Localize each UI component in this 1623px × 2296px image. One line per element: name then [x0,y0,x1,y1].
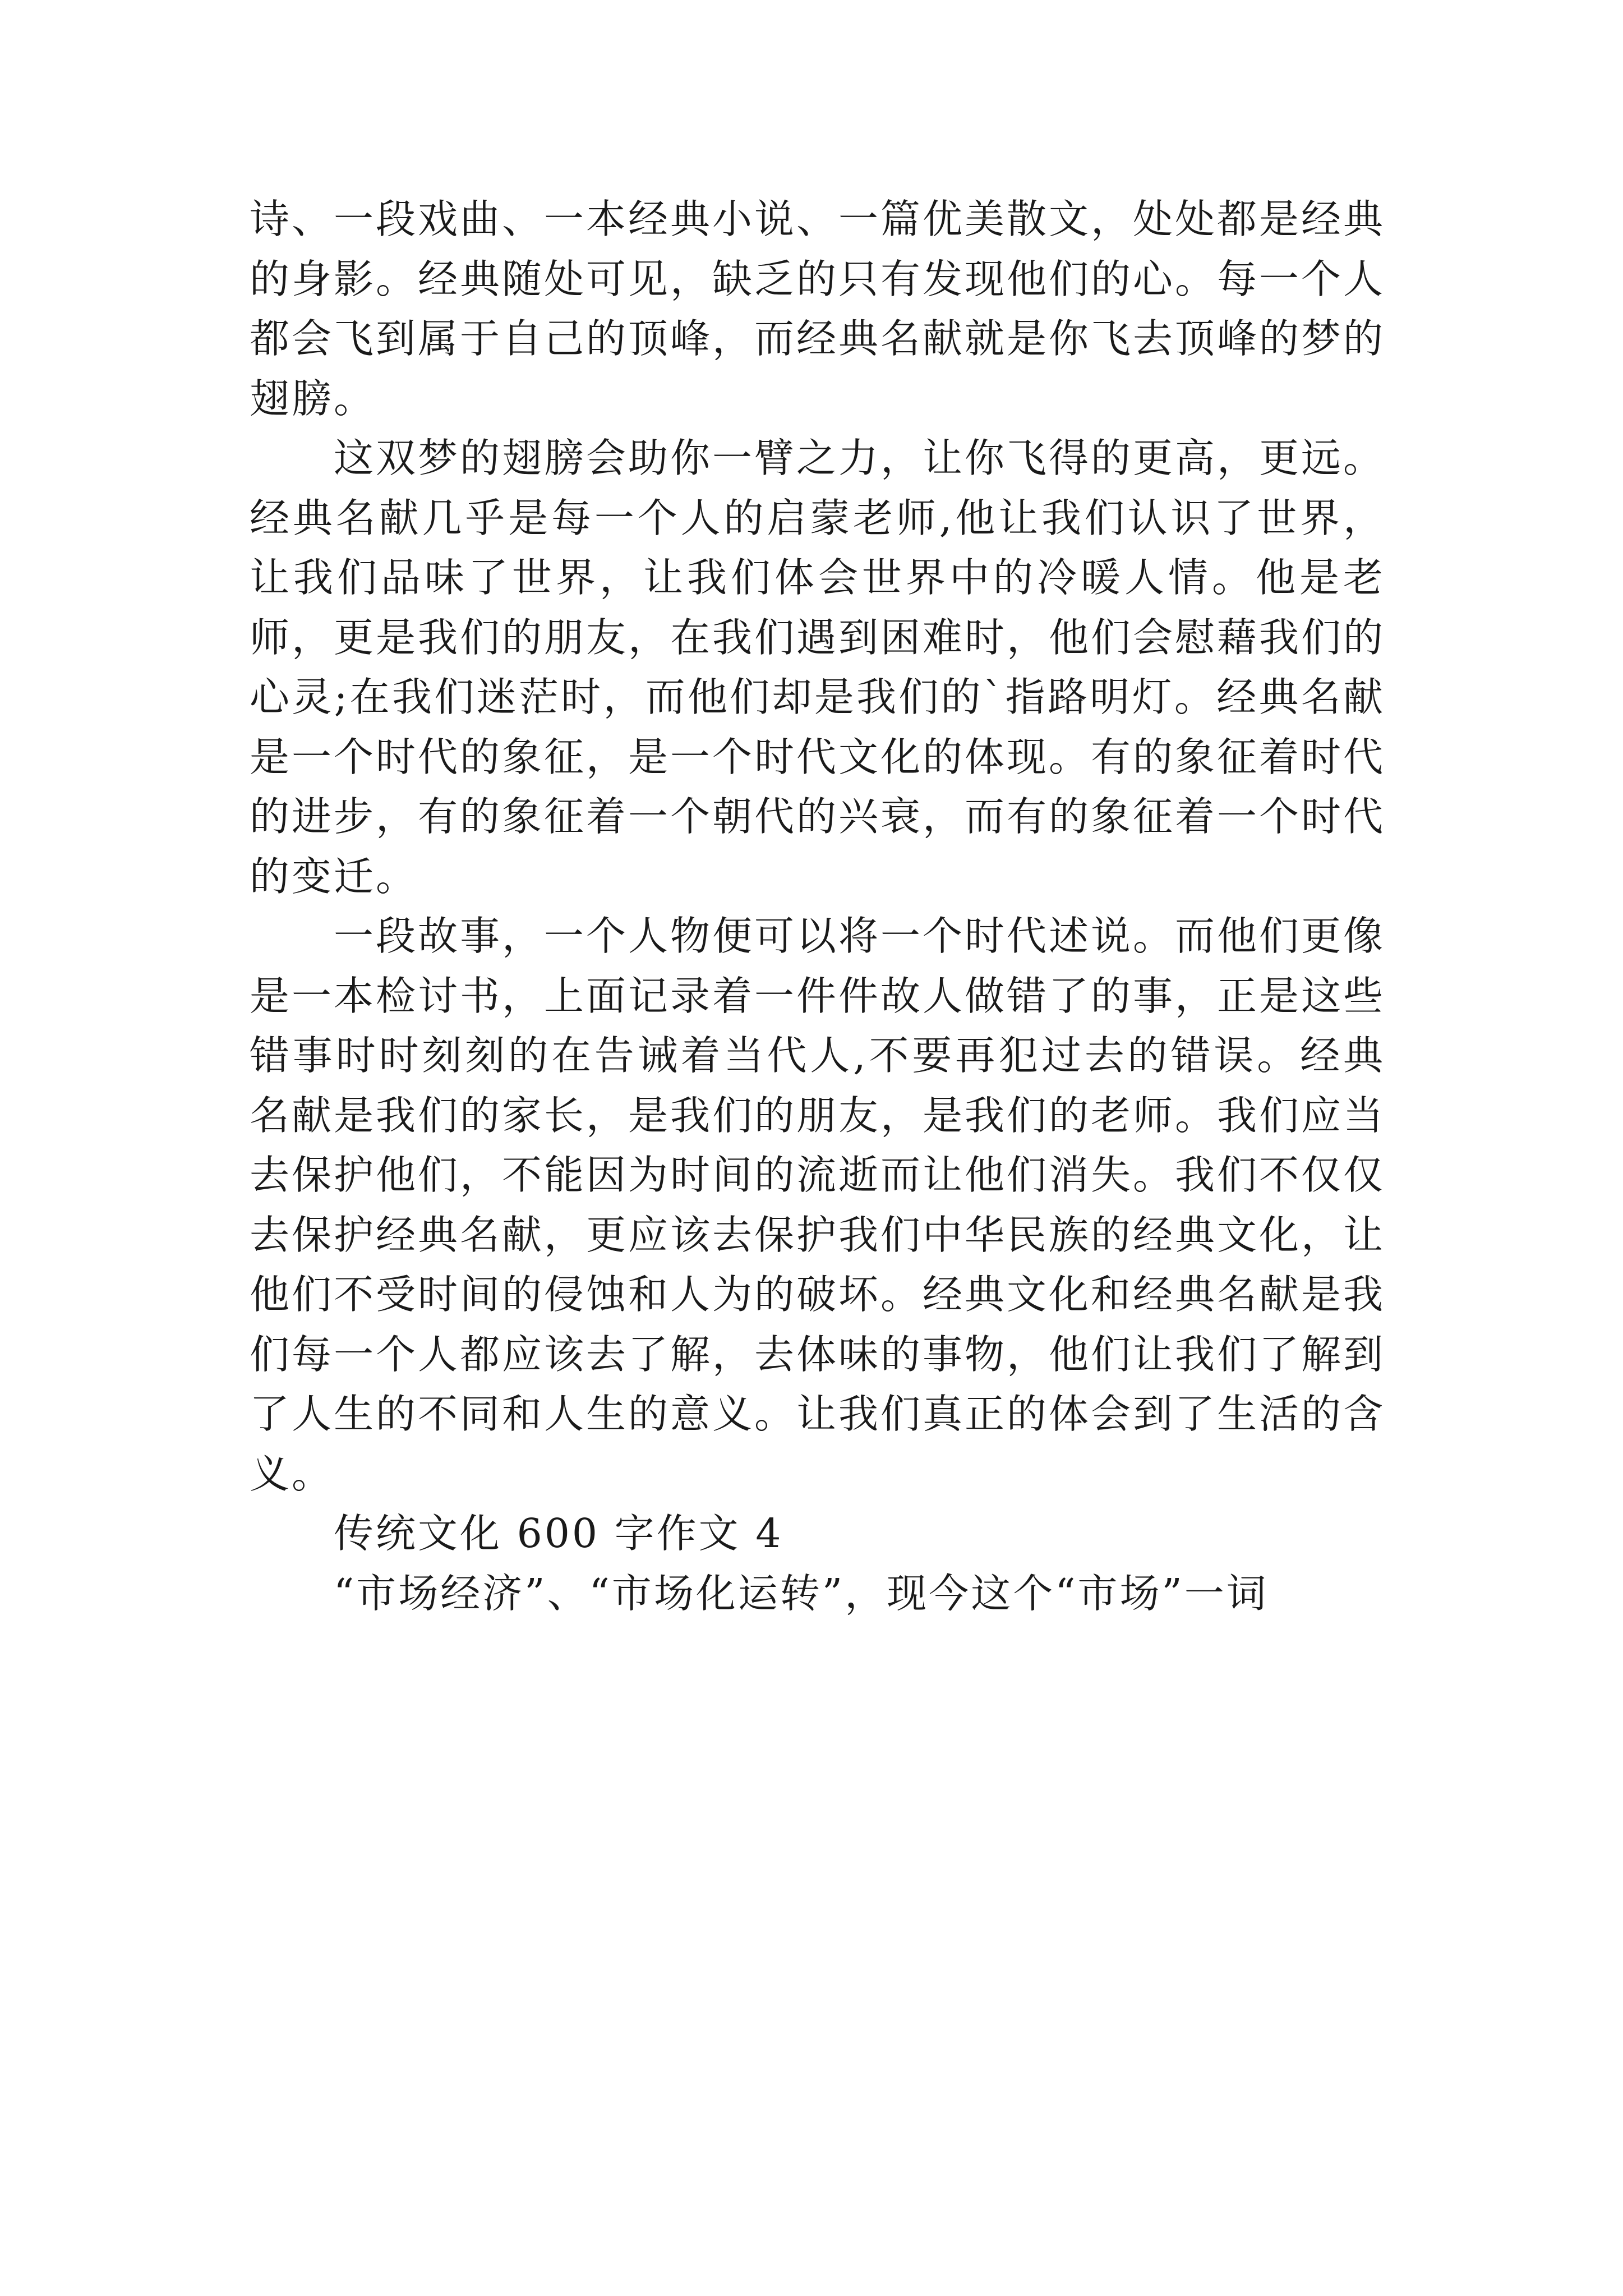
paragraph-1: 诗、一段戏曲、一本经典小说、一篇优美散文，处处都是经典的身影。经典随处可见，缺乏的只有发现他们的心。每一个人都会飞到属于自己的顶峰，而经典名献就是你飞去顶峰的梦的翅膀。 [250,196,1386,422]
paragraph-3: 一段故事，一个人物便可以将一个时代述说。而他们更像是一本检讨书，上面记录着一件件故人做错了的事，正是这些错事时时刻刻的在告诫着当代人,不要再犯过去的错误。经典名献是我们的家长，是我们的朋友，是我们的老师。我们应当去保护他们，不能因为时间的流逝而让他们消失。我们不仅仅去保护经典名献，更应该去保护我们中华民族的经典文化，让他们不受时间的侵蚀和人为的破坏。经典文化和经典名献是我们每一个人都应该去了解，去体味的事物，他们让我们了解到了人生的不同和人生的意义。让我们真正的体会到了生活的含义。 [250,913,1386,1497]
paragraph-4: “市场经济”、“市场化运转”，现今这个“市场”一词 [334,1570,1269,1617]
section-heading: 传统文化 600 字作文 4 [334,1510,783,1557]
document-body [250,190,1385,1623]
paragraph-2: 这双梦的翅膀会助你一臂之力，让你飞得的更高，更远。经典名献几乎是每一个人的启蒙老师,他让我们认识了世界，让我们品味了世界，让我们体会世界中的冷暖人情。他是老师，更是我们的朋友，在我们遇到困难时，他们会慰藉我们的心灵;在我们迷茫时，而他们却是我们的`指路明灯。经典名献是一个时代的象征，是一个时代文化的体现。有的象征着时代的进步，有的象征着一个朝代的兴衰，而有的象征着一个时代的变迁。 [250,435,1386,900]
